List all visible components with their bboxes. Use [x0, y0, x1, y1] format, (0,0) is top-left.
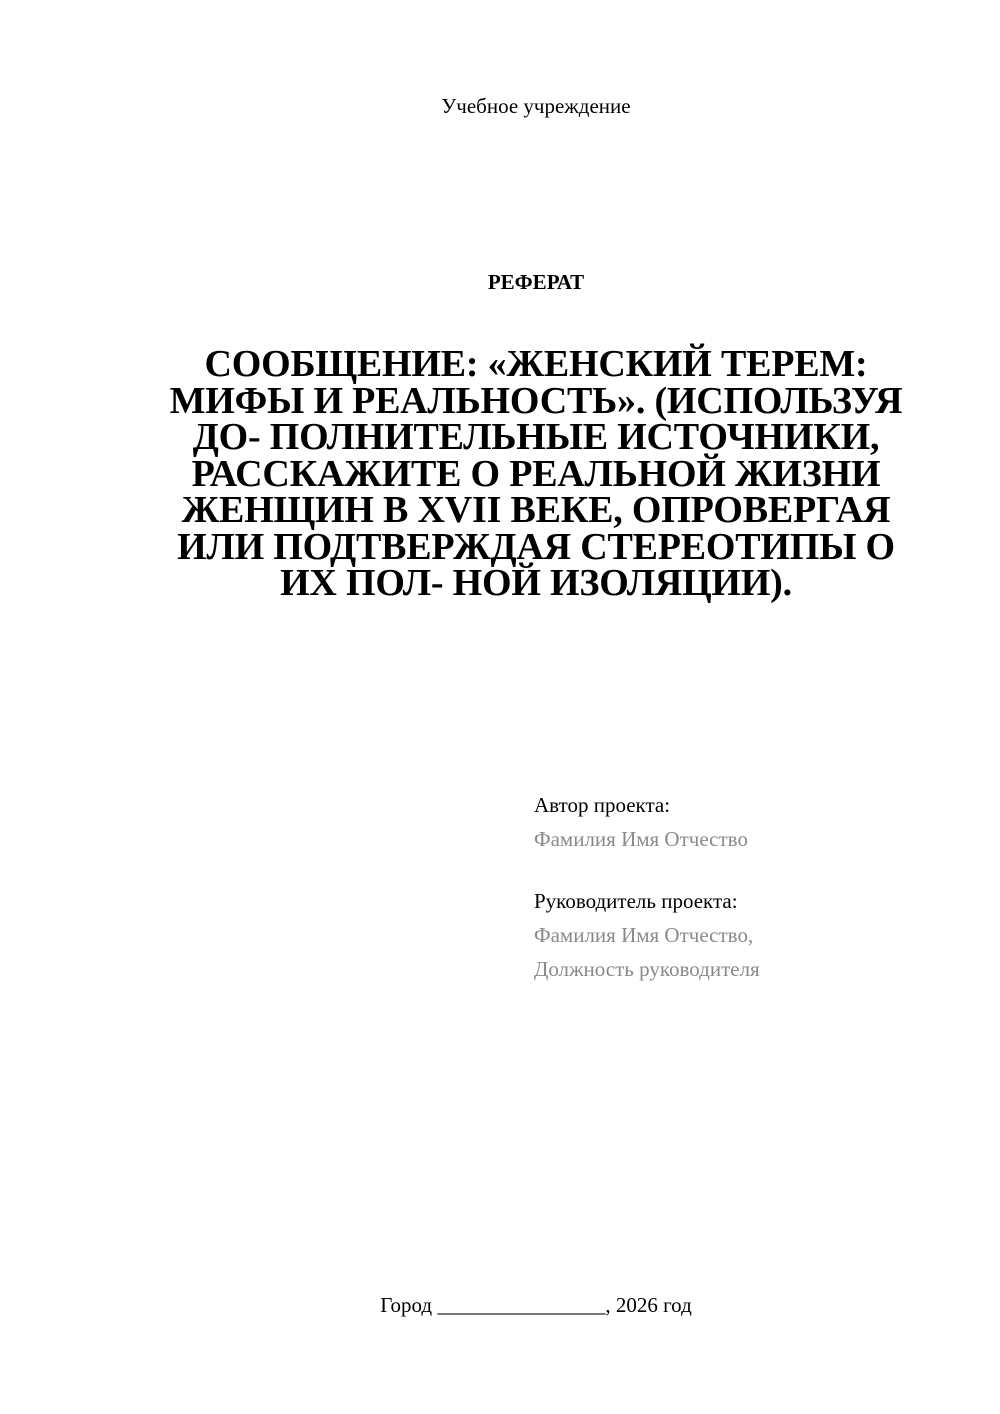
city-label: Город: [380, 1293, 433, 1317]
city-blank: ________________: [437, 1293, 606, 1317]
project-meta: [534, 788, 954, 986]
supervisor-name: Фамилия Имя Отчество,: [534, 923, 754, 947]
supervisor-position: Должность руководителя: [534, 957, 760, 981]
document-title: СООБЩЕНИЕ: «ЖЕНСКИЙ ТЕРЕМ: МИФЫ И РЕАЛЬНОСТЬ». (ИСПОЛЬЗУЯ ДО- ПОЛНИТЕЛЬНЫЕ ИСТОЧНИКИ, РАССКАЖИТЕ О РЕАЛЬНОЙ ЖИЗНИ ЖЕНЩИН В XVII ВЕКЕ, ОПРОВЕРГАЯ ИЛИ ПОДТВЕРЖДАЯ СТЕРЕОТИПЫ О ИХ ПОЛ- НОЙ ИЗОЛЯЦИИ).: [169, 343, 903, 604]
author-label: Автор проекта:: [534, 793, 671, 817]
meta-spacer: [534, 856, 954, 884]
year-text: , 2026 год: [605, 1293, 692, 1317]
author-name: Фамилия Имя Отчество: [534, 827, 748, 851]
city-year-line: [0, 1290, 1000, 1320]
institution-name: Учебное учреждение: [441, 94, 631, 118]
supervisor-label: Руководитель проекта:: [534, 889, 738, 913]
document-type: РЕФЕРАТ: [487, 270, 585, 294]
